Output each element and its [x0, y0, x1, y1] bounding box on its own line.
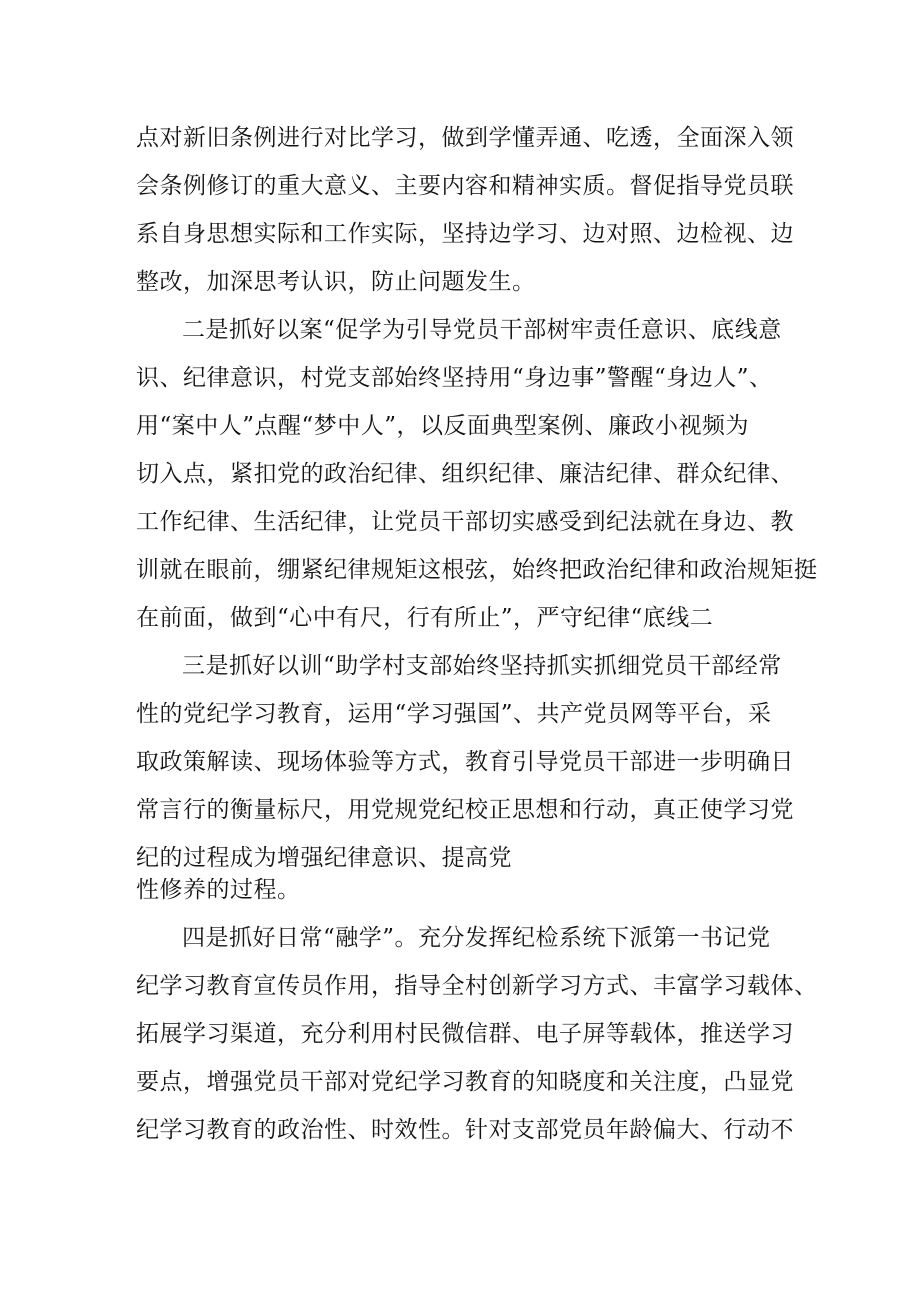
text-line: 要点，增强党员干部对党纪学习教育的知晓度和关注度，凸显党 — [136, 1069, 794, 1095]
paragraph-first-line: 四是抓好日常“融学”。充分发挥纪检系统下派第一书记党 — [182, 925, 771, 951]
text-line: 常言行的衡量标尺，用党规党纪校正思想和行动，真正使学习党 — [136, 797, 794, 823]
paragraph-first-line: 三是抓好以训“助学村支部始终坚持抓实抓细党员干部经常 — [182, 653, 782, 679]
text-line: 系自身思想实际和工作实际，坚持边学习、边对照、边检视、边 — [136, 221, 794, 247]
text-line: 训就在眼前，绷紧纪律规矩这根弦，始终把政治纪律和政治规矩挺 — [136, 557, 818, 583]
text-line: 点对新旧条例进行对比学习，做到学懂弄通、吃透，全面深入领 — [136, 125, 794, 151]
paragraph-first-line: 二是抓好以案“促学为引导党员干部树牢责任意识、底线意 — [182, 317, 782, 343]
text-line: 性的党纪学习教育，运用“学习强国”、共产党员网等平台，采 — [136, 701, 772, 727]
text-line: 识、纪律意识，村党支部始终坚持用“身边事”警醒“身边人”、 — [136, 365, 773, 391]
text-line: 整改，加深思考认识，防止问题发生。 — [136, 269, 536, 295]
text-line: 工作纪律、生活纪律，让党员干部切实感受到纪法就在身边、教 — [136, 509, 794, 535]
text-line: 取政策解读、现场体验等方式，教育引导党员干部进一步明确日 — [136, 749, 794, 775]
text-line: 纪学习教育的政治性、时效性。针对支部党员年龄偏大、行动不 — [136, 1117, 794, 1143]
text-line: 会条例修订的重大意义、主要内容和精神实质。督促指导党员联 — [136, 173, 794, 199]
text-line: 切入点，紧扣党的政治纪律、组织纪律、廉洁纪律、群众纪律、 — [136, 461, 794, 487]
text-line: 用“案中人”点醒“梦中人”，以反面典型案例、廉政小视频为 — [136, 413, 750, 439]
text-line: 性修养的过程。 — [136, 877, 301, 903]
text-line: 纪的过程成为增强纪律意识、提高党 — [136, 845, 512, 871]
text-line: 纪学习教育宣传员作用，指导全村创新学习方式、丰富学习载体、 — [136, 973, 818, 999]
text-line: 拓展学习渠道，充分利用村民微信群、电子屏等载体，推送学习 — [136, 1021, 794, 1047]
text-line: 在前面，做到“心中有尺，行有所止”，严守纪律“底线二 — [136, 605, 714, 631]
